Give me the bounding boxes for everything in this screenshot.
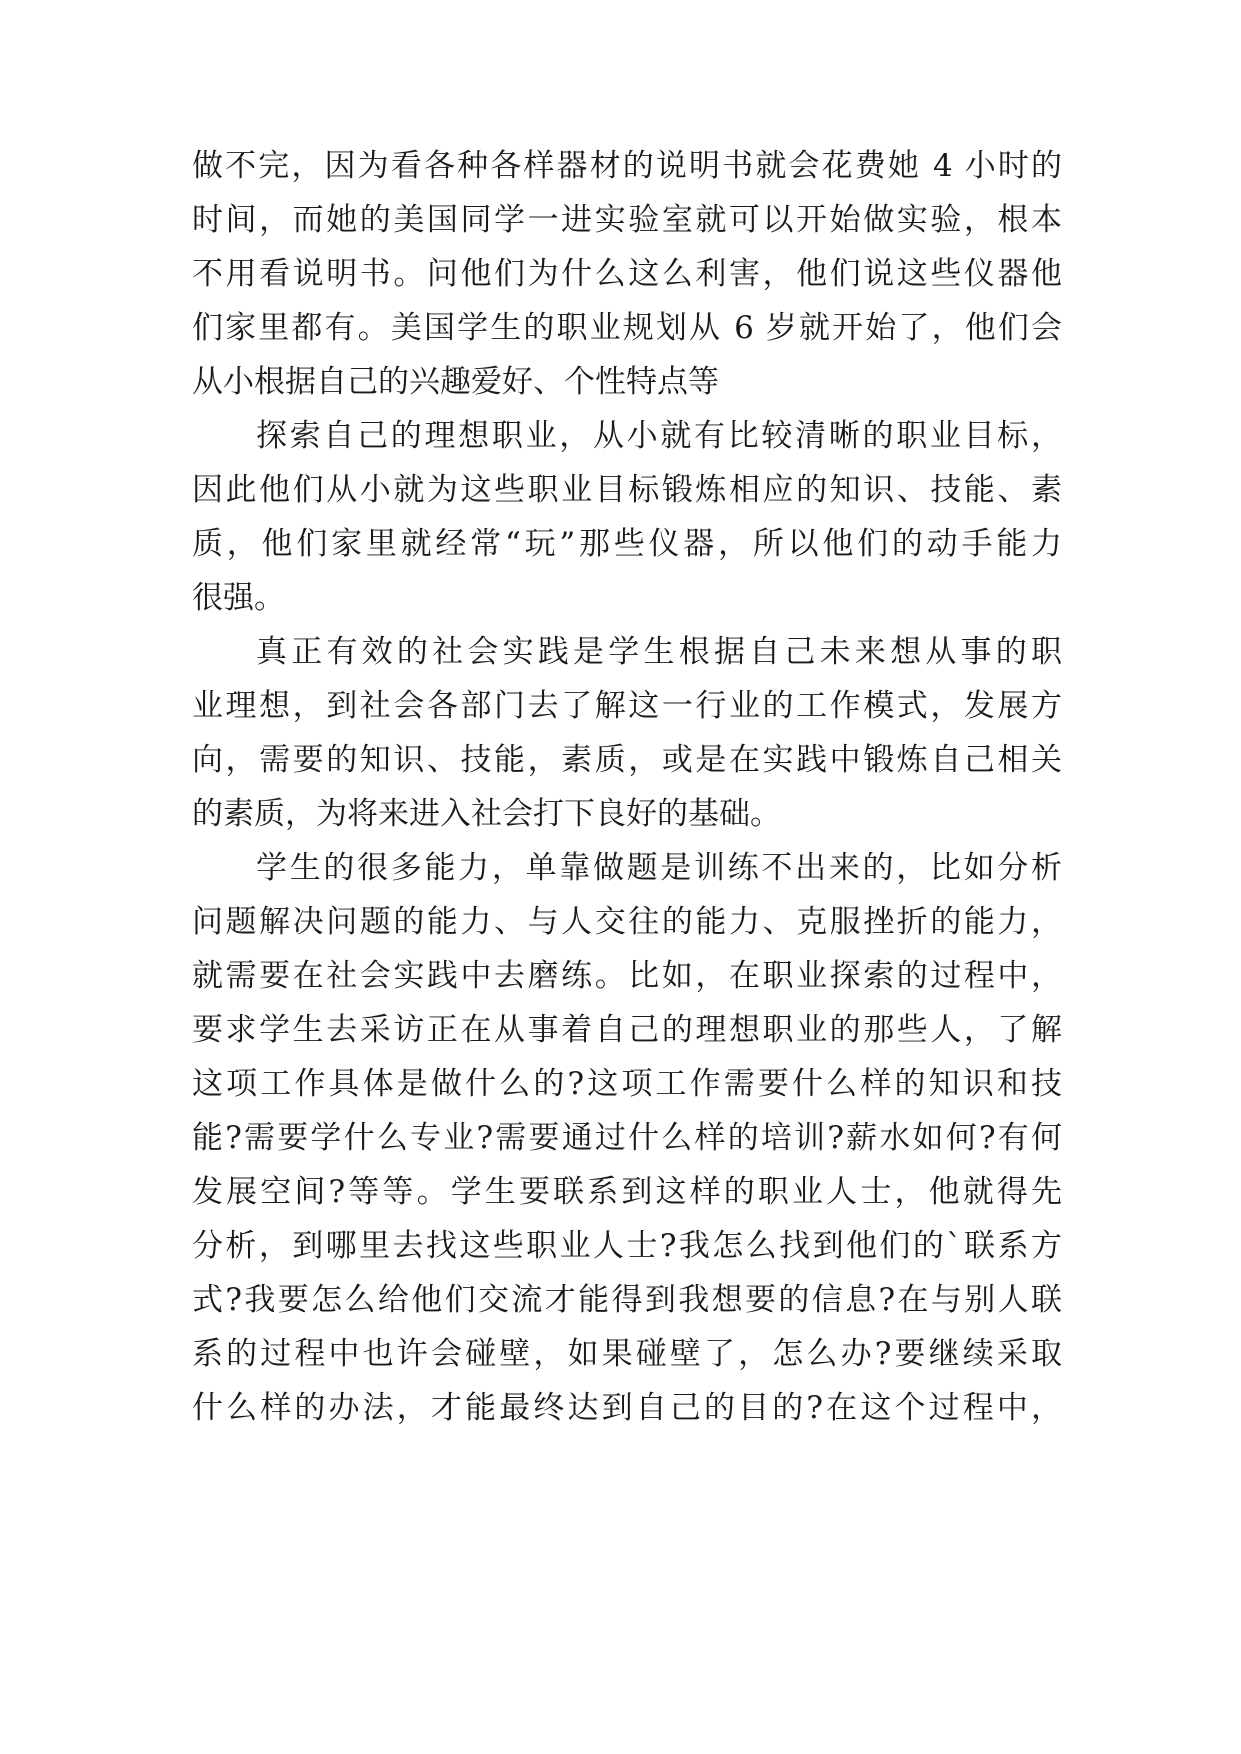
paragraph-first-line: 探索自己的理想职业，从小就有比较清晰的职业目标， (256, 418, 1062, 454)
text-line: 系的过程中也许会碰壁，如果碰壁了，怎么办?要继续采取 (192, 1336, 1062, 1372)
text-line: 质，他们家里就经常“玩”那些仪器，所以他们的动手能力 (192, 526, 1062, 562)
text-line: 问题解决问题的能力、与人交往的能力、克服挫折的能力， (192, 904, 1062, 940)
paragraph-first-line: 学生的很多能力，单靠做题是训练不出来的，比如分析 (256, 850, 1062, 886)
text-line: 不用看说明书。问他们为什么这么利害，他们说这些仪器他 (192, 256, 1062, 292)
text-line: 这项工作具体是做什么的?这项工作需要什么样的知识和技 (192, 1066, 1062, 1102)
text-line: 们家里都有。美国学生的职业规划从 6 岁就开始了，他们会 (192, 310, 1062, 346)
text-line: 就需要在社会实践中去磨练。比如，在职业探索的过程中， (192, 958, 1062, 994)
text-line: 从小根据自己的兴趣爱好、个性特点等 (192, 364, 719, 400)
text-line: 向，需要的知识、技能，素质，或是在实践中锻炼自己相关 (192, 742, 1062, 778)
text-line: 很强。 (192, 580, 285, 616)
text-line: 分析，到哪里去找这些职业人士?我怎么找到他们的`联系方 (192, 1228, 1062, 1264)
paragraph-first-line: 真正有效的社会实践是学生根据自己未来想从事的职 (256, 634, 1062, 670)
text-line: 发展空间?等等。学生要联系到这样的职业人士，他就得先 (192, 1174, 1062, 1210)
text-line: 能?需要学什么专业?需要通过什么样的培训?薪水如何?有何 (192, 1120, 1062, 1156)
text-line: 要求学生去采访正在从事着自己的理想职业的那些人，了解 (192, 1012, 1062, 1048)
text-line: 时间，而她的美国同学一进实验室就可以开始做实验，根本 (192, 202, 1062, 238)
text-line: 做不完，因为看各种各样器材的说明书就会花费她 4 小时的 (192, 148, 1062, 184)
text-line: 因此他们从小就为这些职业目标锻炼相应的知识、技能、素 (192, 472, 1062, 508)
text-line: 业理想，到社会各部门去了解这一行业的工作模式，发展方 (192, 688, 1062, 724)
text-line: 的素质，为将来进入社会打下良好的基础。 (192, 796, 781, 832)
text-line: 式?我要怎么给他们交流才能得到我想要的信息?在与别人联 (192, 1282, 1062, 1318)
text-line: 什么样的办法，才能最终达到自己的目的?在这个过程中， (192, 1390, 1062, 1426)
